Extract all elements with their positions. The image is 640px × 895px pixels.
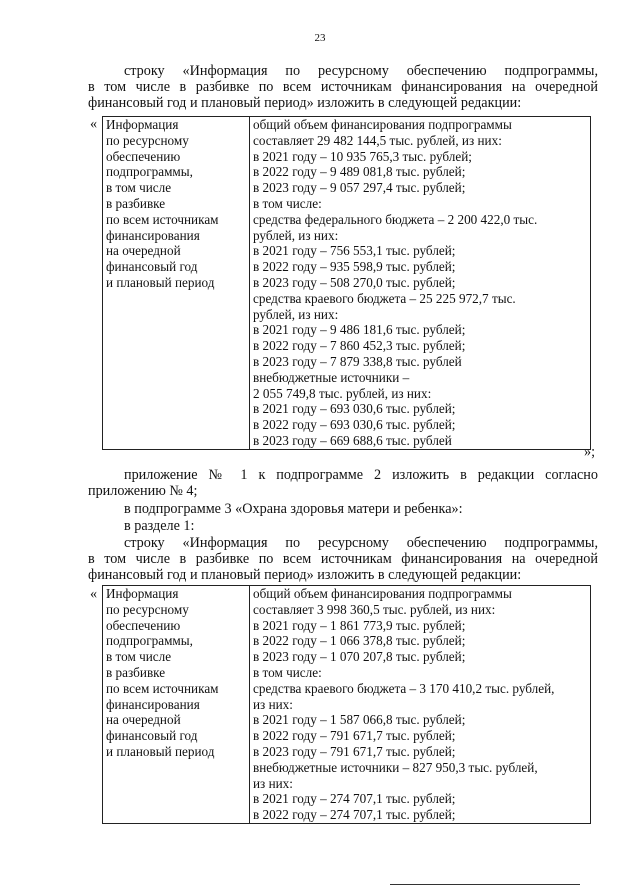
block2-right-line: из них: [253,696,293,712]
block1-right-line: в 2022 году – 693 030,6 тыс. рублей; [253,417,456,433]
block1-right-cell [250,117,591,450]
block2-right-line: составляет 3 998 360,5 тыс. рублей, из них: [253,601,496,617]
block1-left-line: на очередной [106,243,181,259]
block2-intro-line-1: строку «Информация по ресурсному обеспечению подпрограммы, [124,535,598,551]
block1-quote-close: »; [584,444,596,460]
block1-right-line: в 2023 году – 669 688,6 тыс. рублей [253,432,452,448]
block2-left-line: на очередной [106,712,181,728]
appendix-line-2: приложению № 4; [88,483,198,500]
block1-right-line: в 2023 году – 9 057 297,4 тыс. рублей; [253,180,466,196]
block2-right-line: общий объем финансирования подпрограммы [253,586,512,601]
block2-right-line: из них: [253,775,293,791]
block1-right-line: в 2023 году – 7 879 338,8 тыс. рублей [253,353,462,369]
block1-intro [88,63,598,112]
block2-table-row [103,586,591,824]
block2-left-line: в разбивке [106,664,166,680]
block1-right-line: внебюджетные источники – [253,369,410,385]
block2-right-line: в 2022 году – 791 671,7 тыс. рублей; [253,728,456,744]
block1-right-line: 2 055 749,8 тыс. рублей, из них: [253,385,432,401]
block1-right-line: средства федерального бюджета – 2 200 422,0 тыс. [253,211,538,227]
block2-left-cell [103,586,250,824]
block1-left-line: Информация [106,117,179,132]
block2-left-line: обеспечению [106,617,181,633]
block2-right-line: в том числе: [253,664,322,680]
block1-table-row [103,117,591,450]
block1-right-line: в 2023 году – 508 270,0 тыс. рублей; [253,274,456,290]
block2-right-line: в 2021 году – 1 861 773,9 тыс. рублей; [253,617,466,633]
section-paragraph: в разделе 1: [124,518,195,534]
block2-left-line: по ресурсному [106,601,189,617]
block1-right-line: в том числе: [253,195,322,211]
block2-right-line: внебюджетные источники – 827 950,3 тыс. рублей, [253,759,538,775]
block1-quote-open: « [90,116,98,132]
block2-left-line: по всем источникам [106,680,219,696]
block2-right-line: в 2023 году – 791 671,7 тыс. рублей; [253,743,456,759]
appendix-line-1: приложение № 1 к подпрограмме 2 изложить в редакции согласно [124,467,598,483]
block2-left-line: Информация [106,586,179,601]
block1-right-line: в 2022 году – 7 860 452,3 тыс. рублей; [253,338,466,354]
block2-left-line: и плановый период [106,743,215,759]
page-number: 23 [314,32,326,44]
block1-right-line: в 2022 году – 935 598,9 тыс. рублей; [253,259,456,275]
block2-right-line: в 2022 году – 1 066 378,8 тыс. рублей; [253,633,466,649]
block1-right-line: составляет 29 482 144,5 тыс. рублей, из них: [253,132,502,148]
block1-left-line: финансовый год [106,259,198,275]
block1-right-line: в 2021 году – 756 553,1 тыс. рублей; [253,243,456,259]
block2-left-line: финансовый год [106,728,198,744]
block2-right-line: в 2022 году – 274 707,1 тыс. рублей; [253,807,456,823]
block2-left-line: подпрограммы, [106,633,193,649]
block1-right-line: в 2022 году – 9 489 081,8 тыс. рублей; [253,164,466,180]
block1-right-line: средства краевого бюджета – 25 225 972,7 тыс. [253,290,516,306]
block1-intro-line-2: в том числе в разбивке по всем источникам финансирования на очередной [88,79,598,96]
block2-right-line: в 2021 году – 1 587 066,8 тыс. рублей; [253,712,466,728]
block1-left-cell [103,117,250,450]
block1-right-line: в 2021 году – 10 935 765,3 тыс. рублей; [253,148,472,164]
block1-intro-line-3: финансовый год и плановый период» изложить в следующей редакции: [88,95,522,112]
block2-table [102,585,591,824]
block1-left-line: подпрограммы, [106,164,193,180]
appendix-paragraph [88,467,598,499]
block1-left-line: в разбивке [106,195,166,211]
block2-intro-line-3: финансовый год и плановый период» изложить в следующей редакции: [88,567,522,584]
block1-right-line: рублей, из них: [253,227,339,243]
block1-left-line: по всем источникам [106,211,219,227]
block1-left-line: в том числе [106,180,172,196]
block2-right-line: в 2021 году – 274 707,1 тыс. рублей; [253,791,456,807]
block1-table [102,116,591,450]
subprogram-paragraph: в подпрограмме 3 «Охрана здоровья матери и ребенка»: [124,501,463,517]
block1-left-line: и плановый период [106,274,215,290]
block1-right-line: в 2021 году – 9 486 181,6 тыс. рублей; [253,322,466,338]
block2-right-cell [250,586,591,824]
block1-right-line: рублей, из них: [253,306,339,322]
block2-left-line: в том числе [106,649,172,665]
block2-left-line: финансирования [106,696,200,712]
block1-left-line: обеспечению [106,148,181,164]
block1-left-line: финансирования [106,227,200,243]
block1-left-line: по ресурсному [106,132,189,148]
block1-right-line: общий объем финансирования подпрограммы [253,117,512,132]
footer-rule [390,884,580,885]
block2-right-line: средства краевого бюджета – 3 170 410,2 тыс. рублей, [253,680,555,696]
block1-right-line: в 2021 году – 693 030,6 тыс. рублей; [253,401,456,417]
block2-right-line: в 2023 году – 1 070 207,8 тыс. рублей; [253,649,466,665]
block2-quote-open: « [90,586,98,602]
block2-intro-line-2: в том числе в разбивке по всем источникам финансирования на очередной [88,551,598,568]
block2-intro [88,535,598,584]
block1-intro-line-1: строку «Информация по ресурсному обеспечению подпрограммы, [124,63,598,79]
